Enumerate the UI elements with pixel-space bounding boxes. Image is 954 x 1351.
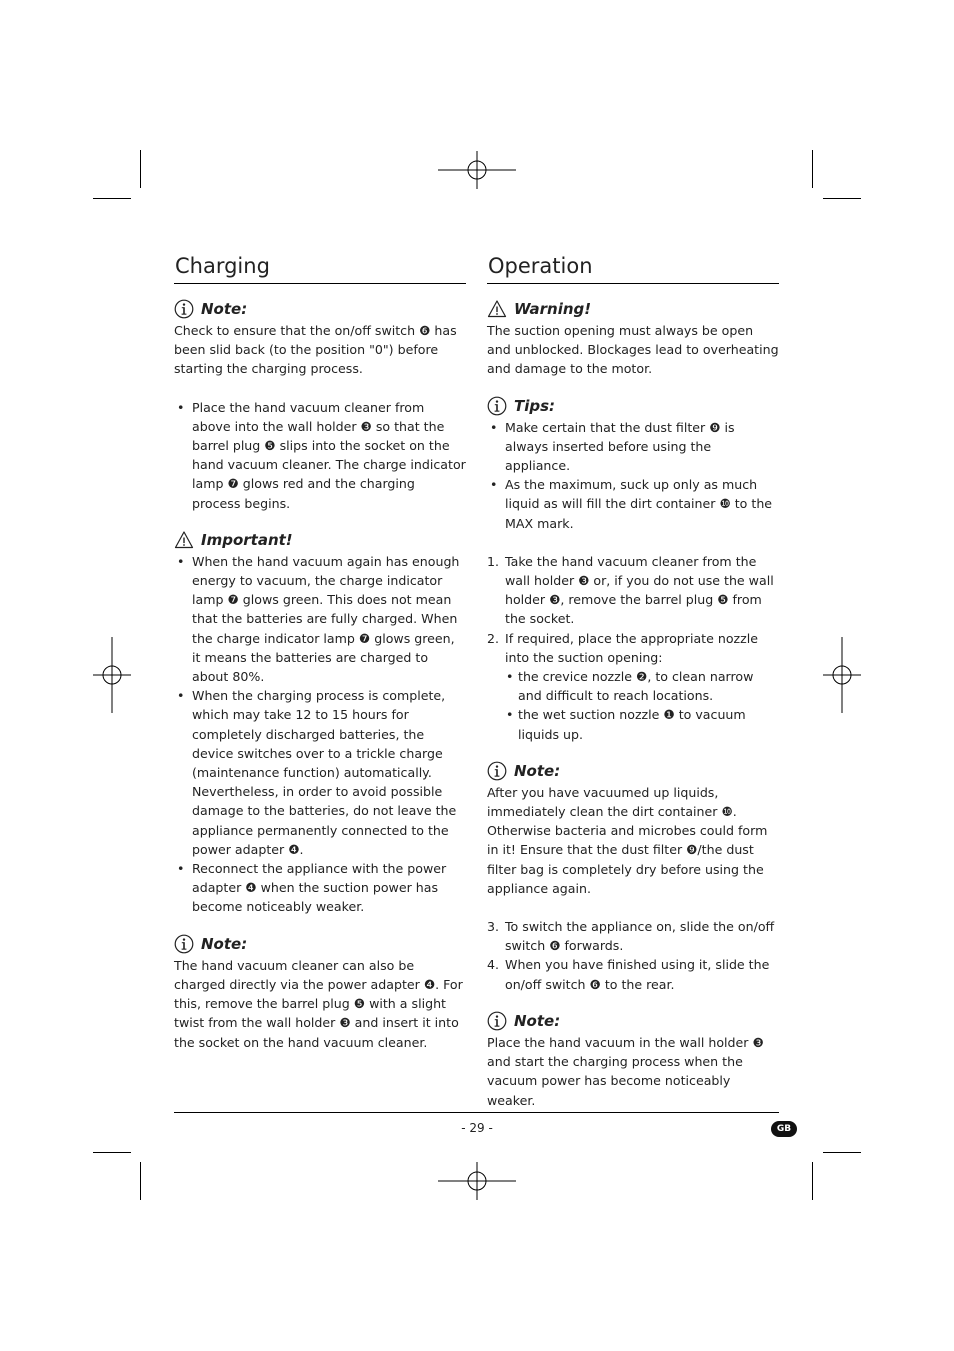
- list-item: • the crevice nozzle ❷, to clean narrow and difficult to reach locations.: [505, 667, 779, 705]
- section-title-operation: Operation: [487, 253, 779, 284]
- registration-mark-icon: [93, 637, 131, 713]
- tips-label: Tips:: [514, 396, 556, 415]
- charging-section: [174, 253, 466, 1052]
- section-title-charging: Charging: [174, 253, 466, 284]
- note-text: After you have vacuumed up liquids, immediately clean the dirt container ❿. Otherwise bacteria and microbes could form in it! Ensure that the dust filter ❾/the dust filter bag is completely dry before using the appliance again.: [487, 784, 768, 896]
- step-text: When you have finished using it, slide the on/off switch ❻ to the rear.: [505, 957, 770, 992]
- nozzle-options: [505, 667, 779, 744]
- step-text: If required, place the appropriate nozzle into the suction opening:: [505, 630, 759, 665]
- info-icon: [174, 934, 194, 954]
- list-item: [487, 917, 779, 955]
- warning-triangle-icon: [174, 530, 194, 550]
- list-item: • Make certain that the dust filter ❾ is always inserted before using the appliance.: [487, 418, 779, 476]
- note-heading: [174, 298, 466, 320]
- list-item: • Place the hand vacuum cleaner from above into the wall holder ❸ so that the barrel plug ❺ slips into the socket on the hand vacuum cleaner. The charge indicator lamp ❼ glows red and the charging process begins.: [174, 398, 466, 513]
- important-list: [174, 552, 466, 917]
- crop-mark: [812, 150, 813, 188]
- crop-mark: [93, 1152, 131, 1153]
- language-badge: GB: [771, 1121, 797, 1137]
- step-text: To switch the appliance on, slide the on/off switch ❻ forwards.: [505, 919, 775, 954]
- important-label: Important!: [201, 530, 293, 549]
- important-heading: [174, 529, 466, 551]
- list-item: [487, 955, 779, 993]
- note-text: Check to ensure that the on/off switch ❻ has been slid back (to the position "0") before starting the charging process.: [174, 323, 457, 377]
- warning-text: The suction opening must always be open and unblocked. Blockages lead to overheating and damage to the motor.: [487, 323, 779, 377]
- crop-mark: [93, 198, 131, 199]
- list-item: • the wet suction nozzle ❶ to vacuum liquids up.: [505, 705, 779, 743]
- note-text: The hand vacuum cleaner can also be charged directly via the power adapter ❹. For this, remove the barrel plug ❺ with a slight twist from the wall holder ❸ and insert it into the socket on the hand vacuum cleaner.: [174, 957, 463, 1050]
- crop-mark: [140, 150, 141, 188]
- registration-mark-icon: [438, 151, 516, 189]
- operation-steps: [487, 552, 779, 744]
- note-label: Note:: [514, 1011, 561, 1030]
- page-number: - 29 -: [461, 1121, 493, 1135]
- registration-mark-icon: [438, 1162, 516, 1200]
- list-item: • When the hand vacuum again has enough energy to vacuum, the charge indicator lamp ❼ glows green. This does not mean that the batteries are fully charged. When the charge indicator lamp ❼ glows green, it means the batteries are charged to about 80%.: [174, 552, 466, 686]
- warning-triangle-icon: [487, 299, 507, 319]
- list-item: • As the maximum, suck up only as much liquid as will fill the dirt container ❿ to the MAX mark.: [487, 475, 779, 533]
- crop-mark: [140, 1162, 141, 1200]
- info-icon: [487, 761, 507, 781]
- tips-heading: [487, 395, 779, 417]
- charging-steps: [174, 398, 466, 513]
- note-label: Note:: [201, 934, 248, 953]
- step-number: 2.: [487, 630, 500, 646]
- note-label: Note:: [514, 761, 561, 780]
- warning-heading: [487, 298, 779, 320]
- note-heading: [487, 1010, 779, 1032]
- note-heading: [487, 760, 779, 782]
- info-icon: [487, 396, 507, 416]
- registration-mark-icon: [823, 637, 861, 713]
- info-icon: [174, 299, 194, 319]
- list-item: • When the charging process is complete, which may take 12 to 15 hours for completely discharged batteries, the device switches over to a trickle charge (maintenance function) automatically. Nevertheless, in order to avoid possible damage to the batteries, do not leave the appliance permanently connected to the power adapter ❹.: [174, 686, 466, 859]
- note-text: Place the hand vacuum in the wall holder ❸ and start the charging process when the vacuum power has become noticeably weaker.: [487, 1034, 764, 1108]
- list-item: [487, 629, 779, 744]
- crop-mark: [823, 198, 861, 199]
- step-number: 1.: [487, 553, 500, 569]
- operation-section: [487, 253, 779, 1110]
- step-text: Take the hand vacuum cleaner from the wall holder ❸ or, if you do not use the wall holder ❸, remove the barrel plug ❺ from the socket.: [505, 553, 774, 627]
- crop-mark: [823, 1152, 861, 1153]
- tips-list: [487, 418, 779, 533]
- crop-mark: [812, 1162, 813, 1200]
- step-number: 3.: [487, 919, 500, 935]
- operation-steps: [487, 917, 779, 994]
- note-heading: [174, 933, 466, 955]
- list-item: • Reconnect the appliance with the power adapter ❹ when the suction power has become noticeably weaker.: [174, 859, 466, 917]
- info-icon: [487, 1011, 507, 1031]
- list-item: [487, 552, 779, 629]
- note-label: Note:: [201, 300, 248, 318]
- step-number: 4.: [487, 957, 500, 973]
- footer-divider: [174, 1112, 779, 1113]
- warning-label: Warning!: [514, 300, 592, 318]
